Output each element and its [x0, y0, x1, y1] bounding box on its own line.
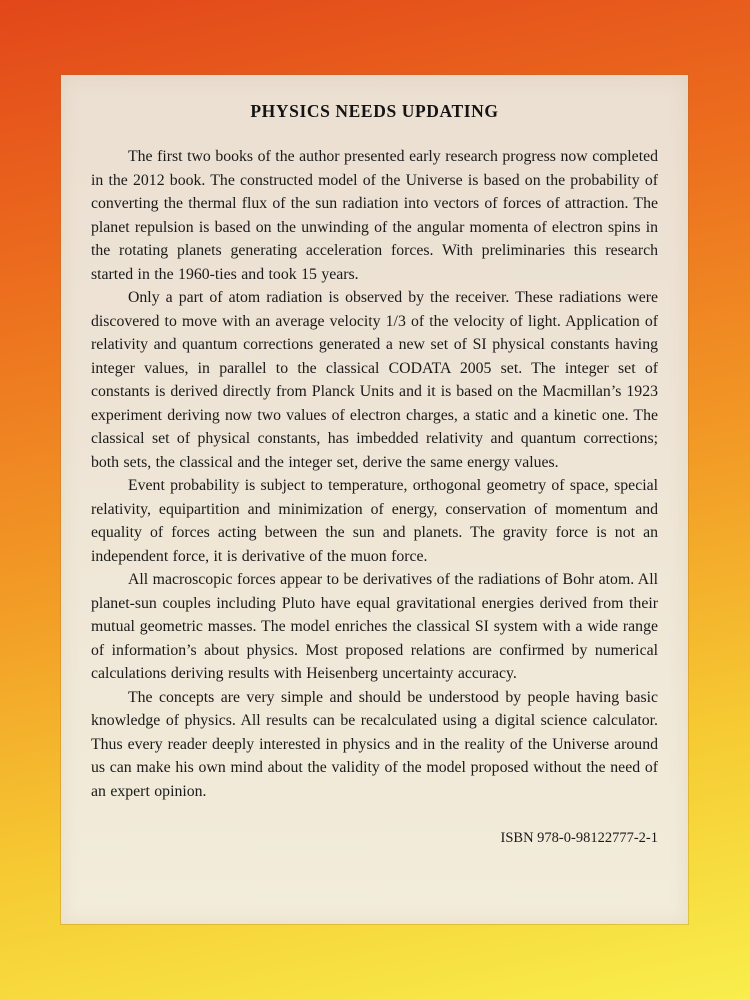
paragraph: Event probability is subject to temperature, orthogonal geometry of space, special relativity, equipartition and minimization of energy, conservation of momentum and equality of forces acting between the sun and planets. The gravity force is not an independent force, it is derivative of the muon force. — [91, 477, 658, 565]
isbn-text: ISBN 978-0-98122777-2-1 — [500, 830, 658, 846]
paragraph: All macroscopic forces appear to be derivatives of the radiations of Bohr atom. All planet-sun couples including Pluto have equal gravitational energies derived from their mutual geometric masses. The model enriches the classical SI system with a wide range of information’s about physics. Most proposed relations are confirmed by numerical calculations deriving results with Heisenberg uncertainty accuracy. — [91, 571, 658, 682]
paragraph: The concepts are very simple and should be understood by people having basic knowledge of physics. All results can be recalculated using a digital science calculator. Thus every reader deeply interested in physics and in the reality of the Universe around us can make his own mind about the validity of the model proposed without the need of an expert opinion. — [91, 688, 658, 800]
paragraph: Only a part of atom radiation is observed by the receiver. These radiations were discovered to move with an average velocity 1/3 of the velocity of light. Application of relativity and quantum corrections generated a new set of SI physical constants having integer values, in parallel to the classical CODATA 2005 set. The integer set of constants is derived directly from Planck Units and it is based on the Macmillan’s 1923 experiment deriving now two values of electron charges, a static and a kinetic one. The classical set of physical constants, has imbedded relativity and quantum corrections; both sets, the classical and the integer set, derive the same energy values. — [91, 289, 658, 471]
page-title: PHYSICS NEEDS UPDATING — [250, 101, 499, 121]
content-panel — [61, 75, 688, 924]
body-text — [91, 145, 658, 803]
paragraph: The first two books of the author presented early research progress now completed in the 2012 book. The constructed model of the Universe is based on the probability of converting the thermal flux of the sun radiation into vectors of forces of attraction. The planet repulsion is based on the unwinding of the angular momenta of electron spins in the rotating planets generating acceleration forces. With preliminaries this research started in the 1960-ties and took 15 years. — [91, 148, 658, 283]
